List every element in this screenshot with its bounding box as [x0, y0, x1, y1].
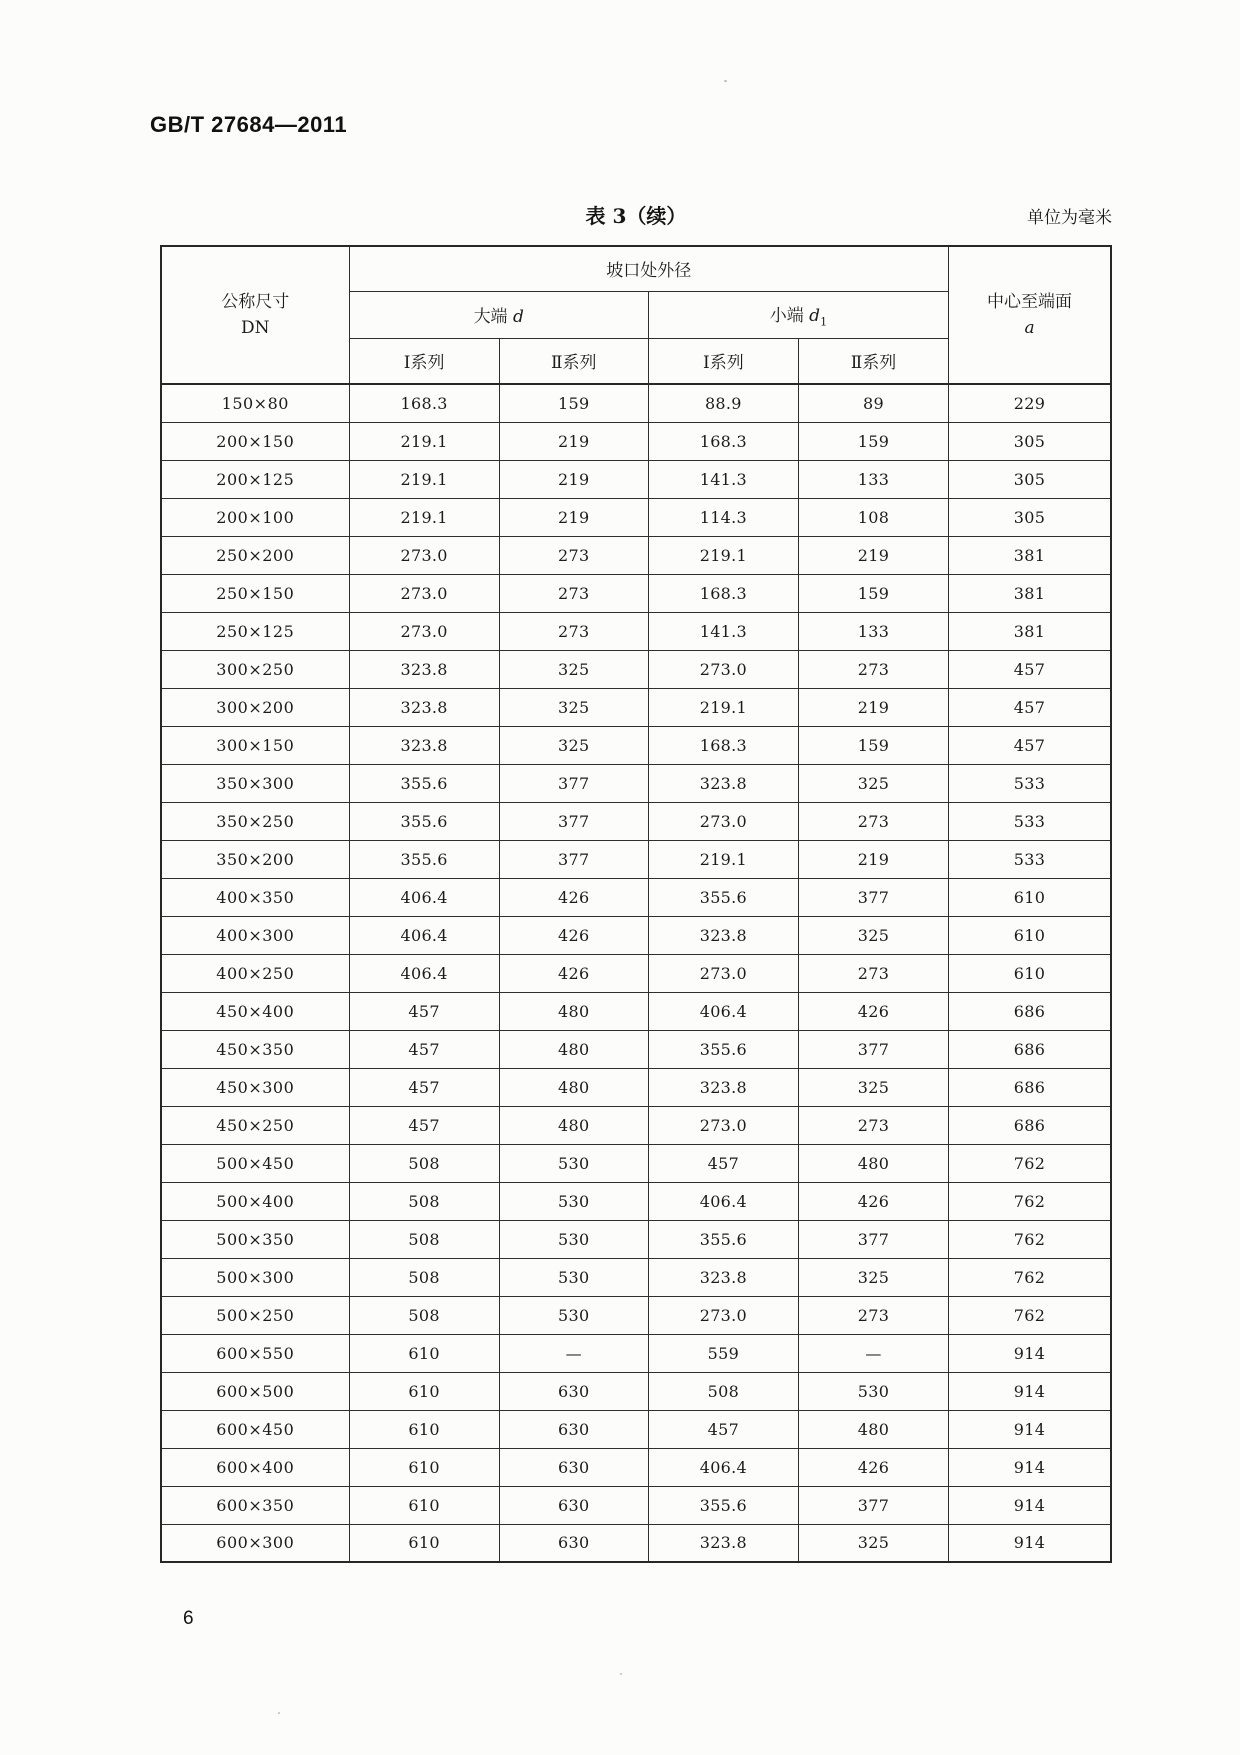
value-cell: 457 — [949, 650, 1111, 688]
value-cell: 355.6 — [648, 1486, 798, 1524]
header-series1-small-end: Ⅰ系列 — [648, 338, 798, 384]
value-cell: 610 — [349, 1334, 499, 1372]
table-row — [161, 1486, 1111, 1524]
value-cell: 323.8 — [648, 1068, 798, 1106]
table-row — [161, 1258, 1111, 1296]
dn-cell: 300×200 — [161, 688, 349, 726]
value-cell: 377 — [798, 1220, 948, 1258]
value-cell: 168.3 — [648, 726, 798, 764]
dn-cell: 150×80 — [161, 384, 349, 422]
header-series1-big-end: Ⅰ系列 — [349, 338, 499, 384]
value-cell: 219.1 — [648, 840, 798, 878]
table-row — [161, 422, 1111, 460]
value-cell: 559 — [648, 1334, 798, 1372]
dn-cell: 500×450 — [161, 1144, 349, 1182]
value-cell: 377 — [798, 878, 948, 916]
value-cell: 508 — [349, 1296, 499, 1334]
header-series2-small-end: Ⅱ系列 — [798, 338, 948, 384]
dn-cell: 300×250 — [161, 650, 349, 688]
table-row — [161, 688, 1111, 726]
value-cell: 914 — [949, 1410, 1111, 1448]
value-cell: 381 — [949, 536, 1111, 574]
value-cell: 159 — [499, 384, 648, 422]
value-cell: 406.4 — [648, 1182, 798, 1220]
value-cell: 406.4 — [349, 916, 499, 954]
table-row — [161, 954, 1111, 992]
table-row — [161, 1030, 1111, 1068]
value-cell: 325 — [798, 916, 948, 954]
value-cell: 323.8 — [648, 1524, 798, 1562]
value-cell: 159 — [798, 574, 948, 612]
value-cell: 108 — [798, 498, 948, 536]
value-cell: 630 — [499, 1448, 648, 1486]
table-row — [161, 802, 1111, 840]
header-nominal-size — [161, 246, 349, 384]
value-cell: 457 — [648, 1144, 798, 1182]
scan-speckle — [724, 80, 727, 82]
dn-cell: 400×300 — [161, 916, 349, 954]
value-cell: 533 — [949, 802, 1111, 840]
table-header — [161, 246, 1111, 384]
value-cell: — — [499, 1334, 648, 1372]
table-row — [161, 574, 1111, 612]
value-cell: 630 — [499, 1486, 648, 1524]
value-cell: 762 — [949, 1258, 1111, 1296]
table-row — [161, 1448, 1111, 1486]
dn-cell: 250×150 — [161, 574, 349, 612]
value-cell: 457 — [949, 726, 1111, 764]
value-cell: 168.3 — [349, 384, 499, 422]
value-cell: 323.8 — [349, 726, 499, 764]
value-cell: 355.6 — [349, 840, 499, 878]
value-cell: 686 — [949, 1030, 1111, 1068]
value-cell: 457 — [349, 992, 499, 1030]
value-cell: 273 — [798, 954, 948, 992]
dn-cell: 400×350 — [161, 878, 349, 916]
dimension-table — [160, 245, 1112, 1563]
value-cell: 168.3 — [648, 422, 798, 460]
standard-number: GB/T 27684—2011 — [150, 112, 348, 137]
value-cell: 426 — [499, 916, 648, 954]
value-cell: 114.3 — [648, 498, 798, 536]
dn-cell: 200×150 — [161, 422, 349, 460]
value-cell: 325 — [798, 764, 948, 802]
value-cell: 305 — [949, 460, 1111, 498]
table-row — [161, 1068, 1111, 1106]
value-cell: 610 — [949, 878, 1111, 916]
value-cell: 480 — [499, 1068, 648, 1106]
value-cell: 610 — [349, 1410, 499, 1448]
dn-cell: 250×125 — [161, 612, 349, 650]
value-cell: 219 — [798, 840, 948, 878]
value-cell: 273.0 — [648, 650, 798, 688]
table-row — [161, 1106, 1111, 1144]
header-center-to-face-symbol: a — [1024, 318, 1035, 338]
value-cell: 530 — [798, 1372, 948, 1410]
value-cell: 610 — [949, 916, 1111, 954]
value-cell: 323.8 — [349, 650, 499, 688]
table-row — [161, 1182, 1111, 1220]
value-cell: 141.3 — [648, 460, 798, 498]
value-cell: 508 — [349, 1220, 499, 1258]
value-cell: 325 — [499, 688, 648, 726]
value-cell: 914 — [949, 1448, 1111, 1486]
value-cell: 610 — [349, 1524, 499, 1562]
value-cell: 159 — [798, 726, 948, 764]
dn-cell: 400×250 — [161, 954, 349, 992]
value-cell: 377 — [499, 802, 648, 840]
scan-speckle — [620, 1673, 622, 1675]
dn-cell: 250×200 — [161, 536, 349, 574]
value-cell: 914 — [949, 1372, 1111, 1410]
value-cell: 457 — [349, 1106, 499, 1144]
table-row — [161, 992, 1111, 1030]
dn-cell: 600×450 — [161, 1410, 349, 1448]
value-cell: 325 — [798, 1068, 948, 1106]
value-cell: 325 — [499, 726, 648, 764]
table-row — [161, 1372, 1111, 1410]
dn-cell: 600×550 — [161, 1334, 349, 1372]
value-cell: 219 — [499, 422, 648, 460]
value-cell: 377 — [798, 1486, 948, 1524]
value-cell: 508 — [648, 1372, 798, 1410]
value-cell: 325 — [798, 1258, 948, 1296]
dn-cell: 500×400 — [161, 1182, 349, 1220]
header-nominal-size-label: 公称尺寸 — [221, 291, 290, 312]
value-cell: 229 — [949, 384, 1111, 422]
dn-cell: 200×100 — [161, 498, 349, 536]
value-cell: 219 — [499, 498, 648, 536]
dn-cell: 600×350 — [161, 1486, 349, 1524]
value-cell: 381 — [949, 612, 1111, 650]
value-cell: 610 — [349, 1486, 499, 1524]
value-cell: 457 — [949, 688, 1111, 726]
value-cell: 325 — [499, 650, 648, 688]
value-cell: 610 — [949, 954, 1111, 992]
value-cell: 219.1 — [349, 460, 499, 498]
value-cell: 219 — [798, 536, 948, 574]
scan-speckle — [278, 1712, 280, 1714]
table-row — [161, 1296, 1111, 1334]
dn-cell: 500×250 — [161, 1296, 349, 1334]
header-series2-big-end: Ⅱ系列 — [499, 338, 648, 384]
value-cell: 480 — [798, 1410, 948, 1448]
header-small-end: 小端 $d_1$ — [648, 291, 948, 338]
value-cell: 630 — [499, 1524, 648, 1562]
header-big-end: 大端 d — [349, 291, 648, 338]
page-number: 6 — [183, 1608, 194, 1629]
value-cell: 273 — [798, 1106, 948, 1144]
value-cell: 426 — [798, 1182, 948, 1220]
value-cell: 762 — [949, 1220, 1111, 1258]
table-row — [161, 878, 1111, 916]
value-cell: 914 — [949, 1524, 1111, 1562]
value-cell: 273 — [798, 1296, 948, 1334]
value-cell: 533 — [949, 764, 1111, 802]
table-title: 表 3（续） — [585, 204, 687, 228]
header-center-to-face — [949, 246, 1111, 384]
table-row — [161, 840, 1111, 878]
table-row — [161, 612, 1111, 650]
value-cell: 273.0 — [349, 612, 499, 650]
value-cell: 323.8 — [648, 916, 798, 954]
table-row — [161, 1144, 1111, 1182]
value-cell: 426 — [499, 954, 648, 992]
value-cell: 88.9 — [648, 384, 798, 422]
value-cell: 323.8 — [648, 764, 798, 802]
value-cell: 480 — [499, 1030, 648, 1068]
table-row — [161, 536, 1111, 574]
value-cell: 219 — [499, 460, 648, 498]
value-cell: 406.4 — [648, 992, 798, 1030]
value-cell: 273 — [798, 802, 948, 840]
table-row — [161, 1410, 1111, 1448]
value-cell: 530 — [499, 1144, 648, 1182]
dn-cell: 450×250 — [161, 1106, 349, 1144]
dn-cell: 600×300 — [161, 1524, 349, 1562]
value-cell: 89 — [798, 384, 948, 422]
value-cell: 219.1 — [349, 498, 499, 536]
value-cell: 480 — [499, 992, 648, 1030]
table-row — [161, 1220, 1111, 1258]
value-cell: 355.6 — [648, 1220, 798, 1258]
table-body — [161, 384, 1111, 1562]
value-cell: 355.6 — [648, 1030, 798, 1068]
small-end-subscript: 1 — [820, 315, 828, 329]
dn-cell: 600×500 — [161, 1372, 349, 1410]
value-cell: 323.8 — [349, 688, 499, 726]
value-cell: — — [798, 1334, 948, 1372]
value-cell: 426 — [499, 878, 648, 916]
value-cell: 426 — [798, 1448, 948, 1486]
value-cell: 406.4 — [648, 1448, 798, 1486]
value-cell: 480 — [798, 1144, 948, 1182]
value-cell: 480 — [499, 1106, 648, 1144]
value-cell: 273.0 — [648, 1106, 798, 1144]
value-cell: 610 — [349, 1372, 499, 1410]
dn-cell: 350×200 — [161, 840, 349, 878]
header-groove-outer-diameter: 坡口处外径 — [349, 246, 948, 291]
value-cell: 273 — [798, 650, 948, 688]
dn-cell: 300×150 — [161, 726, 349, 764]
value-cell: 305 — [949, 498, 1111, 536]
value-cell: 355.6 — [648, 878, 798, 916]
value-cell: 762 — [949, 1144, 1111, 1182]
value-cell: 508 — [349, 1182, 499, 1220]
dn-cell: 200×125 — [161, 460, 349, 498]
value-cell: 305 — [949, 422, 1111, 460]
table-row — [161, 460, 1111, 498]
table-row — [161, 650, 1111, 688]
value-cell: 533 — [949, 840, 1111, 878]
value-cell: 141.3 — [648, 612, 798, 650]
table-row — [161, 764, 1111, 802]
dn-cell: 600×400 — [161, 1448, 349, 1486]
table-row — [161, 384, 1111, 422]
value-cell: 273.0 — [648, 954, 798, 992]
value-cell: 457 — [349, 1030, 499, 1068]
value-cell: 762 — [949, 1296, 1111, 1334]
value-cell: 381 — [949, 574, 1111, 612]
value-cell: 426 — [798, 992, 948, 1030]
value-cell: 273.0 — [648, 802, 798, 840]
value-cell: 457 — [648, 1410, 798, 1448]
value-cell: 914 — [949, 1486, 1111, 1524]
value-cell: 530 — [499, 1258, 648, 1296]
value-cell: 508 — [349, 1144, 499, 1182]
table-row — [161, 916, 1111, 954]
value-cell: 630 — [499, 1372, 648, 1410]
value-cell: 325 — [798, 1524, 948, 1562]
value-cell: 377 — [499, 840, 648, 878]
value-cell: 273 — [499, 536, 648, 574]
dn-cell: 450×300 — [161, 1068, 349, 1106]
value-cell: 273.0 — [648, 1296, 798, 1334]
big-end-symbol: d — [512, 307, 524, 327]
value-cell: 377 — [499, 764, 648, 802]
value-cell: 457 — [349, 1068, 499, 1106]
dn-cell: 350×250 — [161, 802, 349, 840]
value-cell: 377 — [798, 1030, 948, 1068]
value-cell: 508 — [349, 1258, 499, 1296]
small-end-symbol: d — [809, 305, 821, 326]
value-cell: 219.1 — [648, 688, 798, 726]
value-cell: 355.6 — [349, 802, 499, 840]
value-cell: 914 — [949, 1334, 1111, 1372]
dn-cell: 500×300 — [161, 1258, 349, 1296]
dn-cell: 450×350 — [161, 1030, 349, 1068]
value-cell: 686 — [949, 1106, 1111, 1144]
value-cell: 273 — [499, 574, 648, 612]
value-cell: 630 — [499, 1410, 648, 1448]
value-cell: 323.8 — [648, 1258, 798, 1296]
table-row — [161, 498, 1111, 536]
unit-note: 单位为毫米 — [1027, 208, 1112, 228]
value-cell: 530 — [499, 1296, 648, 1334]
value-cell: 273.0 — [349, 574, 499, 612]
value-cell: 762 — [949, 1182, 1111, 1220]
header-center-to-face-label: 中心至端面 — [987, 291, 1072, 312]
table-row — [161, 1334, 1111, 1372]
value-cell: 168.3 — [648, 574, 798, 612]
header-nominal-size-dn: DN — [241, 318, 270, 338]
value-cell: 219 — [798, 688, 948, 726]
value-cell: 610 — [349, 1448, 499, 1486]
value-cell: 355.6 — [349, 764, 499, 802]
table-row — [161, 726, 1111, 764]
value-cell: 406.4 — [349, 954, 499, 992]
value-cell: 530 — [499, 1220, 648, 1258]
table-row — [161, 1524, 1111, 1562]
dn-cell: 450×400 — [161, 992, 349, 1030]
value-cell: 219.1 — [349, 422, 499, 460]
dn-cell: 350×300 — [161, 764, 349, 802]
value-cell: 133 — [798, 460, 948, 498]
value-cell: 273 — [499, 612, 648, 650]
value-cell: 219.1 — [648, 536, 798, 574]
value-cell: 159 — [798, 422, 948, 460]
value-cell: 273.0 — [349, 536, 499, 574]
value-cell: 133 — [798, 612, 948, 650]
value-cell: 686 — [949, 1068, 1111, 1106]
value-cell: 530 — [499, 1182, 648, 1220]
value-cell: 686 — [949, 992, 1111, 1030]
value-cell: 406.4 — [349, 878, 499, 916]
dn-cell: 500×350 — [161, 1220, 349, 1258]
